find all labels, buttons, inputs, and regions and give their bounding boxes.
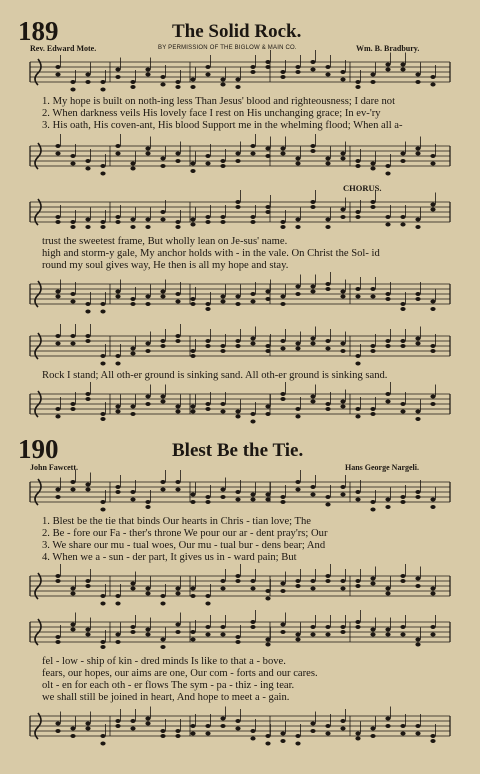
hymn-190-verse-2-line-2: fears, our hopes, our aims are one, Our com - forts and our cares.	[42, 668, 318, 679]
hymn-190-verse-3-line-2: olt - en for each oth - er flows The sym - pa - thiz - ing tear.	[42, 680, 295, 691]
hymn-189-verse-2-line-2: high and storm-y gale, My anchor holds with - in the vale. On Christ the Sol- id	[42, 248, 380, 259]
hymn-189-staff-3-treble	[0, 328, 480, 368]
hymn-190-verse-1-line-2: fel - low - ship of kin - dred minds Is like to that a - bove.	[42, 656, 286, 667]
hymn-190-verse-4-line-1: 4. When we a - sun - der part, It gives us in - ward pain; But	[42, 552, 297, 563]
hymn-190-staff-1-treble	[0, 474, 480, 514]
hymn-189-verse-1-line-1: 1. My hope is built on noth-ing less Than Jesus' blood and righteousness; I dare not	[42, 96, 396, 107]
hymn-189-staff-1-treble	[0, 54, 480, 94]
hymn-189-staff-2-treble	[0, 194, 480, 234]
hymn-189-title: The Solid Rock.	[172, 21, 302, 42]
hymn-190-staff-2-bass	[0, 708, 480, 748]
hymn-189-verse-2-line-1: 2. When darkness veils His lovely face I rest on His unchanging grace; In ev-'ry	[42, 108, 381, 119]
hymn-190-title: Blest Be the Tie.	[172, 440, 304, 461]
hymn-189-staff-1-bass	[0, 138, 480, 178]
hymn-190-verse-4-line-2: we shall still be joined in heart, And hope to meet a - gain.	[42, 692, 290, 703]
hymn-190-staff-1-bass	[0, 568, 480, 608]
hymn-189-chorus-line: Rock I stand; All oth-er ground is sinking sand. All oth-er ground is sinking sand.	[42, 370, 388, 381]
hymn-190-composer: Hans George Nargeli.	[345, 463, 419, 472]
hymn-189-staff-3-bass	[0, 386, 480, 426]
hymn-189-number: 189	[18, 16, 59, 46]
hymn-190-verse-1-line-1: 1. Blest be the tie that binds Our hearts in Chris - tian love; The	[42, 516, 312, 527]
hymn-190-number: 190	[18, 434, 59, 464]
hymn-189-permission: BY PERMISSION OF THE BIGLOW & MAIN CO.	[158, 45, 297, 51]
hymn-190-verse-3-line-1: 3. We share our mu - tual woes, Our mu - tual bur - dens bear; And	[42, 540, 326, 551]
hymn-189-verse-3-line-2: round my soul gives way, He then is all my hope and stay.	[42, 260, 289, 271]
hymn-190-staff-2-treble	[0, 614, 480, 654]
hymn-189-composer: Wm. B. Bradbury.	[356, 44, 420, 53]
hymn-189-chorus-label: CHORUS.	[343, 183, 382, 193]
hymn-189-verse-1-line-2: trust the sweetest frame, But wholly lean on Je-sus' name.	[42, 236, 288, 247]
hymn-190-verse-2-line-1: 2. Be - fore our Fa - ther's throne We pour our ar - dent pray'rs; Our	[42, 528, 328, 539]
hymn-190-author: John Fawcett.	[30, 463, 78, 472]
hymn-189-staff-2-bass	[0, 276, 480, 316]
hymn-189-verse-3-line-1: 3. His oath, His coven-ant, His blood Support me in the whelming flood; When all a-	[42, 120, 403, 131]
hymn-189-author: Rev. Edward Mote.	[30, 44, 97, 53]
